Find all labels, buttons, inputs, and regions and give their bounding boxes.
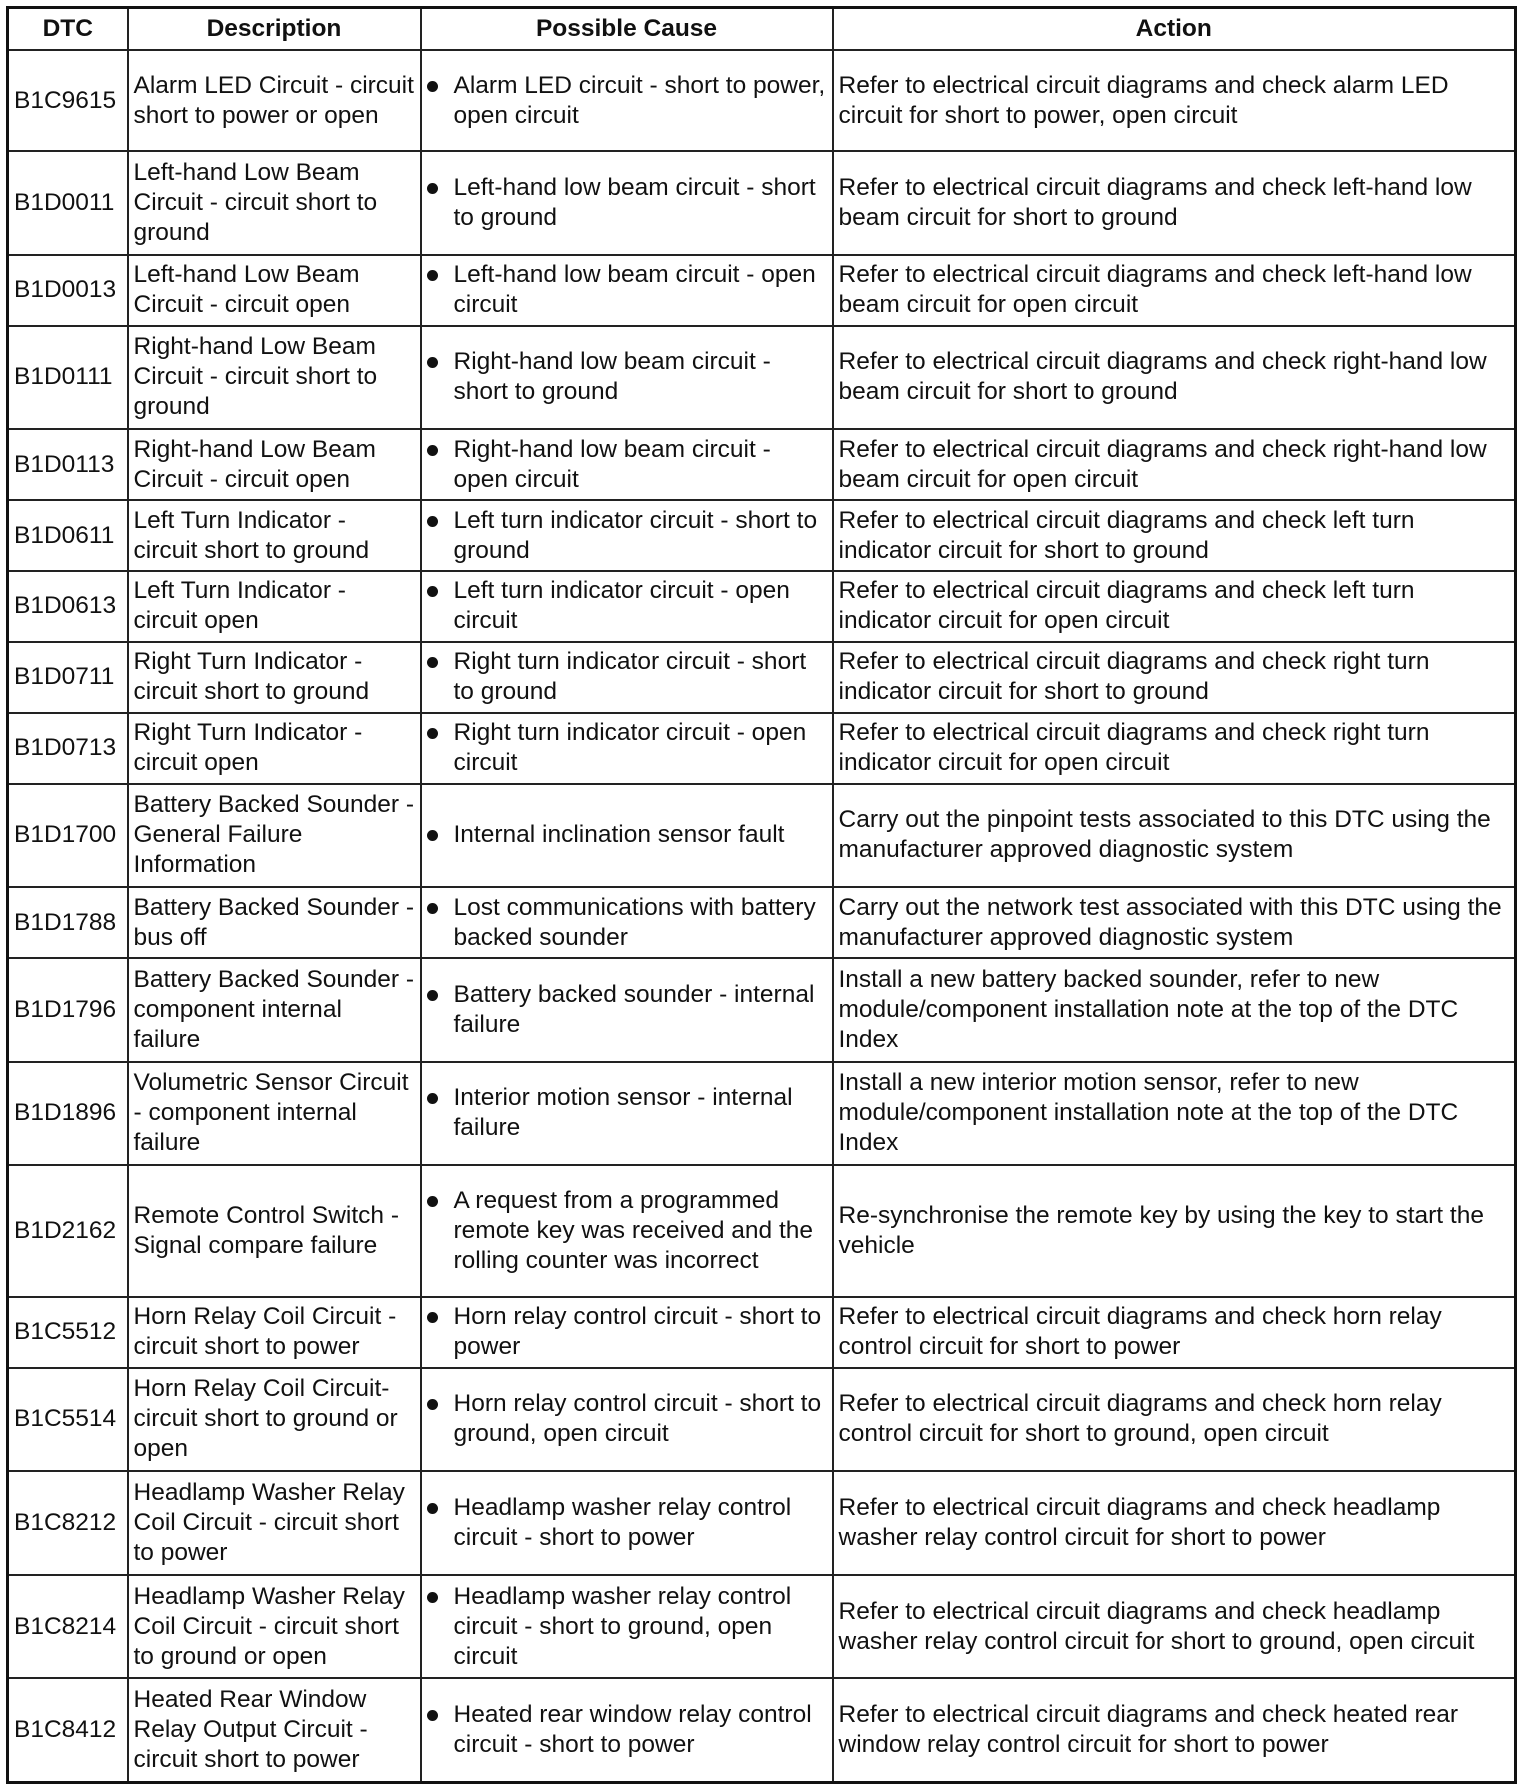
table-row (8, 1062, 1516, 1166)
dtc-action: Refer to electrical circuit diagrams and check left-hand low beam circuit for short to ground (833, 151, 1516, 255)
table-body (8, 50, 1516, 1783)
dtc-description: Left Turn Indicator - circuit open (128, 571, 421, 642)
table-row (8, 50, 1516, 151)
dtc-action: Refer to electrical circuit diagrams and check horn relay control circuit for short to power (833, 1297, 1516, 1368)
possible-cause-text: Interior motion sensor - internal failure (453, 1084, 793, 1142)
dtc-action: Refer to electrical circuit diagrams and check right-hand low beam circuit for open circuit (833, 429, 1516, 500)
dtc-code: B1C5514 (8, 1368, 128, 1472)
dtc-code: B1D0113 (8, 429, 128, 500)
bullet-icon (427, 586, 438, 597)
possible-cause-text: Headlamp washer relay control circuit - short to power (453, 1494, 792, 1552)
header-dtc: DTC (8, 8, 128, 51)
dtc-description: Left-hand Low Beam Circuit - circuit short to ground (128, 151, 421, 255)
possible-cause (421, 1165, 833, 1297)
dtc-action: Refer to electrical circuit diagrams and check left turn indicator circuit for open circuit (833, 571, 1516, 642)
table-row (8, 1165, 1516, 1297)
dtc-code: B1D2162 (8, 1165, 128, 1297)
table-header (8, 8, 1516, 51)
possible-cause (421, 151, 833, 255)
table-row (8, 151, 1516, 255)
dtc-description: Remote Control Switch - Signal compare failure (128, 1165, 421, 1297)
possible-cause (421, 255, 833, 326)
bullet-icon (427, 1093, 438, 1104)
dtc-action: Refer to electrical circuit diagrams and check headlamp washer relay control circuit for short to ground, open circuit (833, 1575, 1516, 1679)
table-row (8, 255, 1516, 326)
table-row (8, 887, 1516, 958)
bullet-icon (427, 1710, 438, 1721)
dtc-action: Refer to electrical circuit diagrams and check right-hand low beam circuit for short to ground (833, 326, 1516, 430)
bullet-icon (427, 183, 438, 194)
bullet-icon (427, 657, 438, 668)
bullet-icon (427, 1196, 438, 1207)
dtc-code: B1C9615 (8, 50, 128, 151)
dtc-code: B1D0111 (8, 326, 128, 430)
bullet-icon (427, 1399, 438, 1410)
bullet-icon (427, 516, 438, 527)
dtc-description: Alarm LED Circuit - circuit short to power or open (128, 50, 421, 151)
possible-cause (421, 1297, 833, 1368)
dtc-code: B1D0011 (8, 151, 128, 255)
dtc-description: Battery Backed Sounder - bus off (128, 887, 421, 958)
table-row (8, 500, 1516, 571)
dtc-description: Horn Relay Coil Circuit- circuit short to ground or open (128, 1368, 421, 1472)
possible-cause-text: Left turn indicator circuit - short to ground (453, 506, 818, 564)
dtc-description: Battery Backed Sounder - component internal failure (128, 958, 421, 1062)
possible-cause (421, 642, 833, 713)
dtc-description: Right-hand Low Beam Circuit - circuit open (128, 429, 421, 500)
dtc-description: Right Turn Indicator - circuit open (128, 713, 421, 784)
dtc-code: B1C8212 (8, 1471, 128, 1575)
possible-cause-text: Horn relay control circuit - short to power (453, 1303, 822, 1361)
possible-cause (421, 887, 833, 958)
possible-cause-text: Right-hand low beam circuit - short to ground (453, 348, 771, 406)
dtc-description: Headlamp Washer Relay Coil Circuit - circuit short to ground or open (128, 1575, 421, 1679)
possible-cause-text: Internal inclination sensor fault (453, 821, 785, 849)
possible-cause (421, 571, 833, 642)
possible-cause-text: Right-hand low beam circuit - open circuit (453, 435, 771, 493)
dtc-action: Re-synchronise the remote key by using the key to start the vehicle (833, 1165, 1516, 1297)
dtc-code: B1C8214 (8, 1575, 128, 1679)
dtc-code: B1D1700 (8, 784, 128, 888)
dtc-code: B1C8412 (8, 1678, 128, 1782)
table-row (8, 1678, 1516, 1782)
dtc-code: B1C5512 (8, 1297, 128, 1368)
possible-cause-text: Left turn indicator circuit - open circuit (453, 577, 790, 635)
dtc-description: Left-hand Low Beam Circuit - circuit open (128, 255, 421, 326)
dtc-action: Refer to electrical circuit diagrams and check headlamp washer relay control circuit for short to power (833, 1471, 1516, 1575)
dtc-action: Carry out the network test associated with this DTC using the manufacturer approved diagnostic system (833, 887, 1516, 958)
dtc-code: B1D0613 (8, 571, 128, 642)
possible-cause (421, 1471, 833, 1575)
table-row (8, 784, 1516, 888)
header-row (8, 8, 1516, 51)
table-row (8, 1471, 1516, 1575)
dtc-action: Refer to electrical circuit diagrams and check heated rear window relay control circuit for short to power (833, 1678, 1516, 1782)
possible-cause-text: Right turn indicator circuit - open circuit (453, 719, 807, 777)
possible-cause-text: Heated rear window relay control circuit - short to power (453, 1701, 812, 1759)
table-row (8, 642, 1516, 713)
possible-cause-text: Left-hand low beam circuit - open circuit (453, 261, 816, 319)
possible-cause-text: Battery backed sounder - internal failure (453, 980, 815, 1038)
possible-cause-text: Headlamp washer relay control circuit - short to ground, open circuit (453, 1582, 792, 1670)
header-description: Description (128, 8, 421, 51)
bullet-icon (427, 357, 438, 368)
possible-cause-text: A request from a programmed remote key was received and the rolling counter was incorrect (453, 1187, 814, 1274)
dtc-code: B1D0713 (8, 713, 128, 784)
dtc-code: B1D1788 (8, 887, 128, 958)
possible-cause (421, 326, 833, 430)
possible-cause (421, 713, 833, 784)
table-row (8, 713, 1516, 784)
dtc-description: Heated Rear Window Relay Output Circuit - circuit short to power (128, 1678, 421, 1782)
possible-cause (421, 1062, 833, 1166)
dtc-description: Right Turn Indicator - circuit short to ground (128, 642, 421, 713)
possible-cause (421, 50, 833, 151)
header-possible-cause: Possible Cause (421, 8, 833, 51)
bullet-icon (427, 270, 438, 281)
dtc-code: B1D0711 (8, 642, 128, 713)
header-action: Action (833, 8, 1516, 51)
bullet-icon (427, 903, 438, 914)
table-row (8, 1575, 1516, 1679)
possible-cause (421, 784, 833, 888)
dtc-table (6, 6, 1517, 1784)
dtc-code: B1D0013 (8, 255, 128, 326)
dtc-action: Install a new interior motion sensor, refer to new module/component installation note at the top of the DTC Index (833, 1062, 1516, 1166)
bullet-icon (427, 1312, 438, 1323)
dtc-action: Refer to electrical circuit diagrams and check right turn indicator circuit for short to ground (833, 642, 1516, 713)
table-row (8, 326, 1516, 430)
possible-cause (421, 1575, 833, 1679)
possible-cause-text: Lost communications with battery backed sounder (453, 893, 816, 951)
possible-cause (421, 429, 833, 500)
possible-cause (421, 1678, 833, 1782)
table-row (8, 1368, 1516, 1472)
bullet-icon (427, 1592, 438, 1603)
dtc-description: Horn Relay Coil Circuit - circuit short to power (128, 1297, 421, 1368)
bullet-icon (427, 81, 438, 92)
dtc-code: B1D0611 (8, 500, 128, 571)
dtc-action: Refer to electrical circuit diagrams and check left turn indicator circuit for short to ground (833, 500, 1516, 571)
dtc-action: Refer to electrical circuit diagrams and check left-hand low beam circuit for open circuit (833, 255, 1516, 326)
bullet-icon (427, 728, 438, 739)
table-row (8, 571, 1516, 642)
dtc-code: B1D1896 (8, 1062, 128, 1166)
dtc-action: Refer to electrical circuit diagrams and check right turn indicator circuit for open circuit (833, 713, 1516, 784)
possible-cause (421, 1368, 833, 1472)
possible-cause (421, 958, 833, 1062)
dtc-action: Refer to electrical circuit diagrams and check horn relay control circuit for short to ground, open circuit (833, 1368, 1516, 1472)
dtc-code: B1D1796 (8, 958, 128, 1062)
possible-cause-text: Right turn indicator circuit - short to ground (453, 648, 807, 706)
dtc-description: Headlamp Washer Relay Coil Circuit - circuit short to power (128, 1471, 421, 1575)
dtc-description: Left Turn Indicator - circuit short to ground (128, 500, 421, 571)
table-row (8, 429, 1516, 500)
dtc-action: Carry out the pinpoint tests associated to this DTC using the manufacturer approved diagnostic system (833, 784, 1516, 888)
possible-cause-text: Alarm LED circuit - short to power, open circuit (453, 71, 826, 129)
possible-cause-text: Horn relay control circuit - short to ground, open circuit (453, 1390, 822, 1448)
possible-cause-text: Left-hand low beam circuit - short to ground (453, 174, 816, 232)
bullet-icon (427, 1503, 438, 1514)
table-row (8, 1297, 1516, 1368)
bullet-icon (427, 830, 438, 841)
dtc-description: Right-hand Low Beam Circuit - circuit short to ground (128, 326, 421, 430)
dtc-description: Battery Backed Sounder - General Failure Information (128, 784, 421, 888)
dtc-action: Install a new battery backed sounder, refer to new module/component installation note at the top of the DTC Index (833, 958, 1516, 1062)
bullet-icon (427, 990, 438, 1001)
dtc-description: Volumetric Sensor Circuit - component internal failure (128, 1062, 421, 1166)
dtc-action: Refer to electrical circuit diagrams and check alarm LED circuit for short to power, open circuit (833, 50, 1516, 151)
possible-cause (421, 500, 833, 571)
table-row (8, 958, 1516, 1062)
bullet-icon (427, 445, 438, 456)
